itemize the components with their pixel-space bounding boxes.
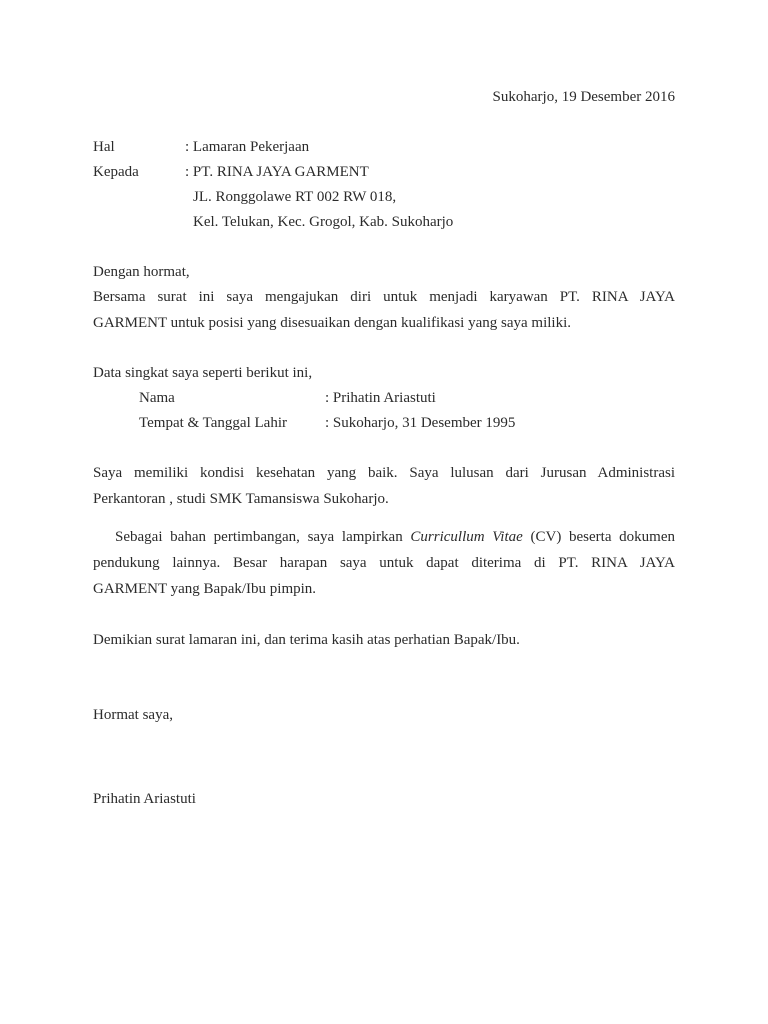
letter-date: Sukoharjo, 19 Desember 2016 [492, 89, 675, 105]
attachment-cv-italic: Curricullum Vitae [410, 529, 523, 545]
recipient-company: PT. RINA JAYA GARMENT [192, 164, 369, 180]
intro-line-1: Bersama surat ini saya mengajukan diri untuk menjadi karyawan PT. RINA JAYA [93, 289, 675, 305]
intro-line-2: GARMENT untuk posisi yang disesuaikan dengan kualifikasi yang saya miliki. [93, 315, 571, 331]
recipient-label: Kepada [93, 164, 139, 180]
qualification-line-2: Perkantoran , studi SMK Tamansiswa Sukoharjo. [93, 491, 389, 507]
subject-value-row [185, 134, 309, 160]
subject-value: Lamaran Pekerjaan [192, 139, 310, 155]
recipient-company-row [185, 159, 369, 185]
subject-colon: : [185, 139, 190, 155]
sign-off: Hormat saya, [93, 707, 173, 723]
data-value-name: : Prihatin Ariastuti [325, 390, 436, 406]
data-label-birth: Tempat & Tanggal Lahir [139, 415, 287, 431]
attachment-line-3: GARMENT yang Bapak/Ibu pimpin. [93, 581, 317, 597]
data-label-name: Nama [139, 390, 175, 406]
greeting: Dengan hormat, [93, 264, 190, 280]
attachment-line-2: pendukung lainnya. Besar harapan saya untuk dapat diterima di PT. RINA JAYA [93, 555, 675, 571]
recipient-colon: : [185, 164, 190, 180]
signer-name: Prihatin Ariastuti [93, 791, 196, 807]
data-intro: Data singkat saya seperti berikut ini, [93, 365, 313, 381]
recipient-address-line2: Kel. Telukan, Kec. Grogol, Kab. Sukoharjo [193, 214, 454, 230]
attachment-line-1-b: (CV) beserta dokumen [522, 529, 675, 545]
recipient-address-line1: JL. Ronggolawe RT 002 RW 018, [193, 189, 397, 205]
qualification-line-1: Saya memiliki kondisi kesehatan yang baik. Saya lulusan dari Jurusan Administrasi [93, 465, 675, 481]
attachment-line-1-a: Sebagai bahan pertimbangan, saya lampirkan [115, 529, 411, 545]
subject-label: Hal [93, 139, 115, 155]
data-value-birth: : Sukoharjo, 31 Desember 1995 [325, 415, 516, 431]
attachment-line-1 [93, 524, 675, 550]
closing-statement: Demikian surat lamaran ini, dan terima kasih atas perhatian Bapak/Ibu. [93, 632, 520, 648]
